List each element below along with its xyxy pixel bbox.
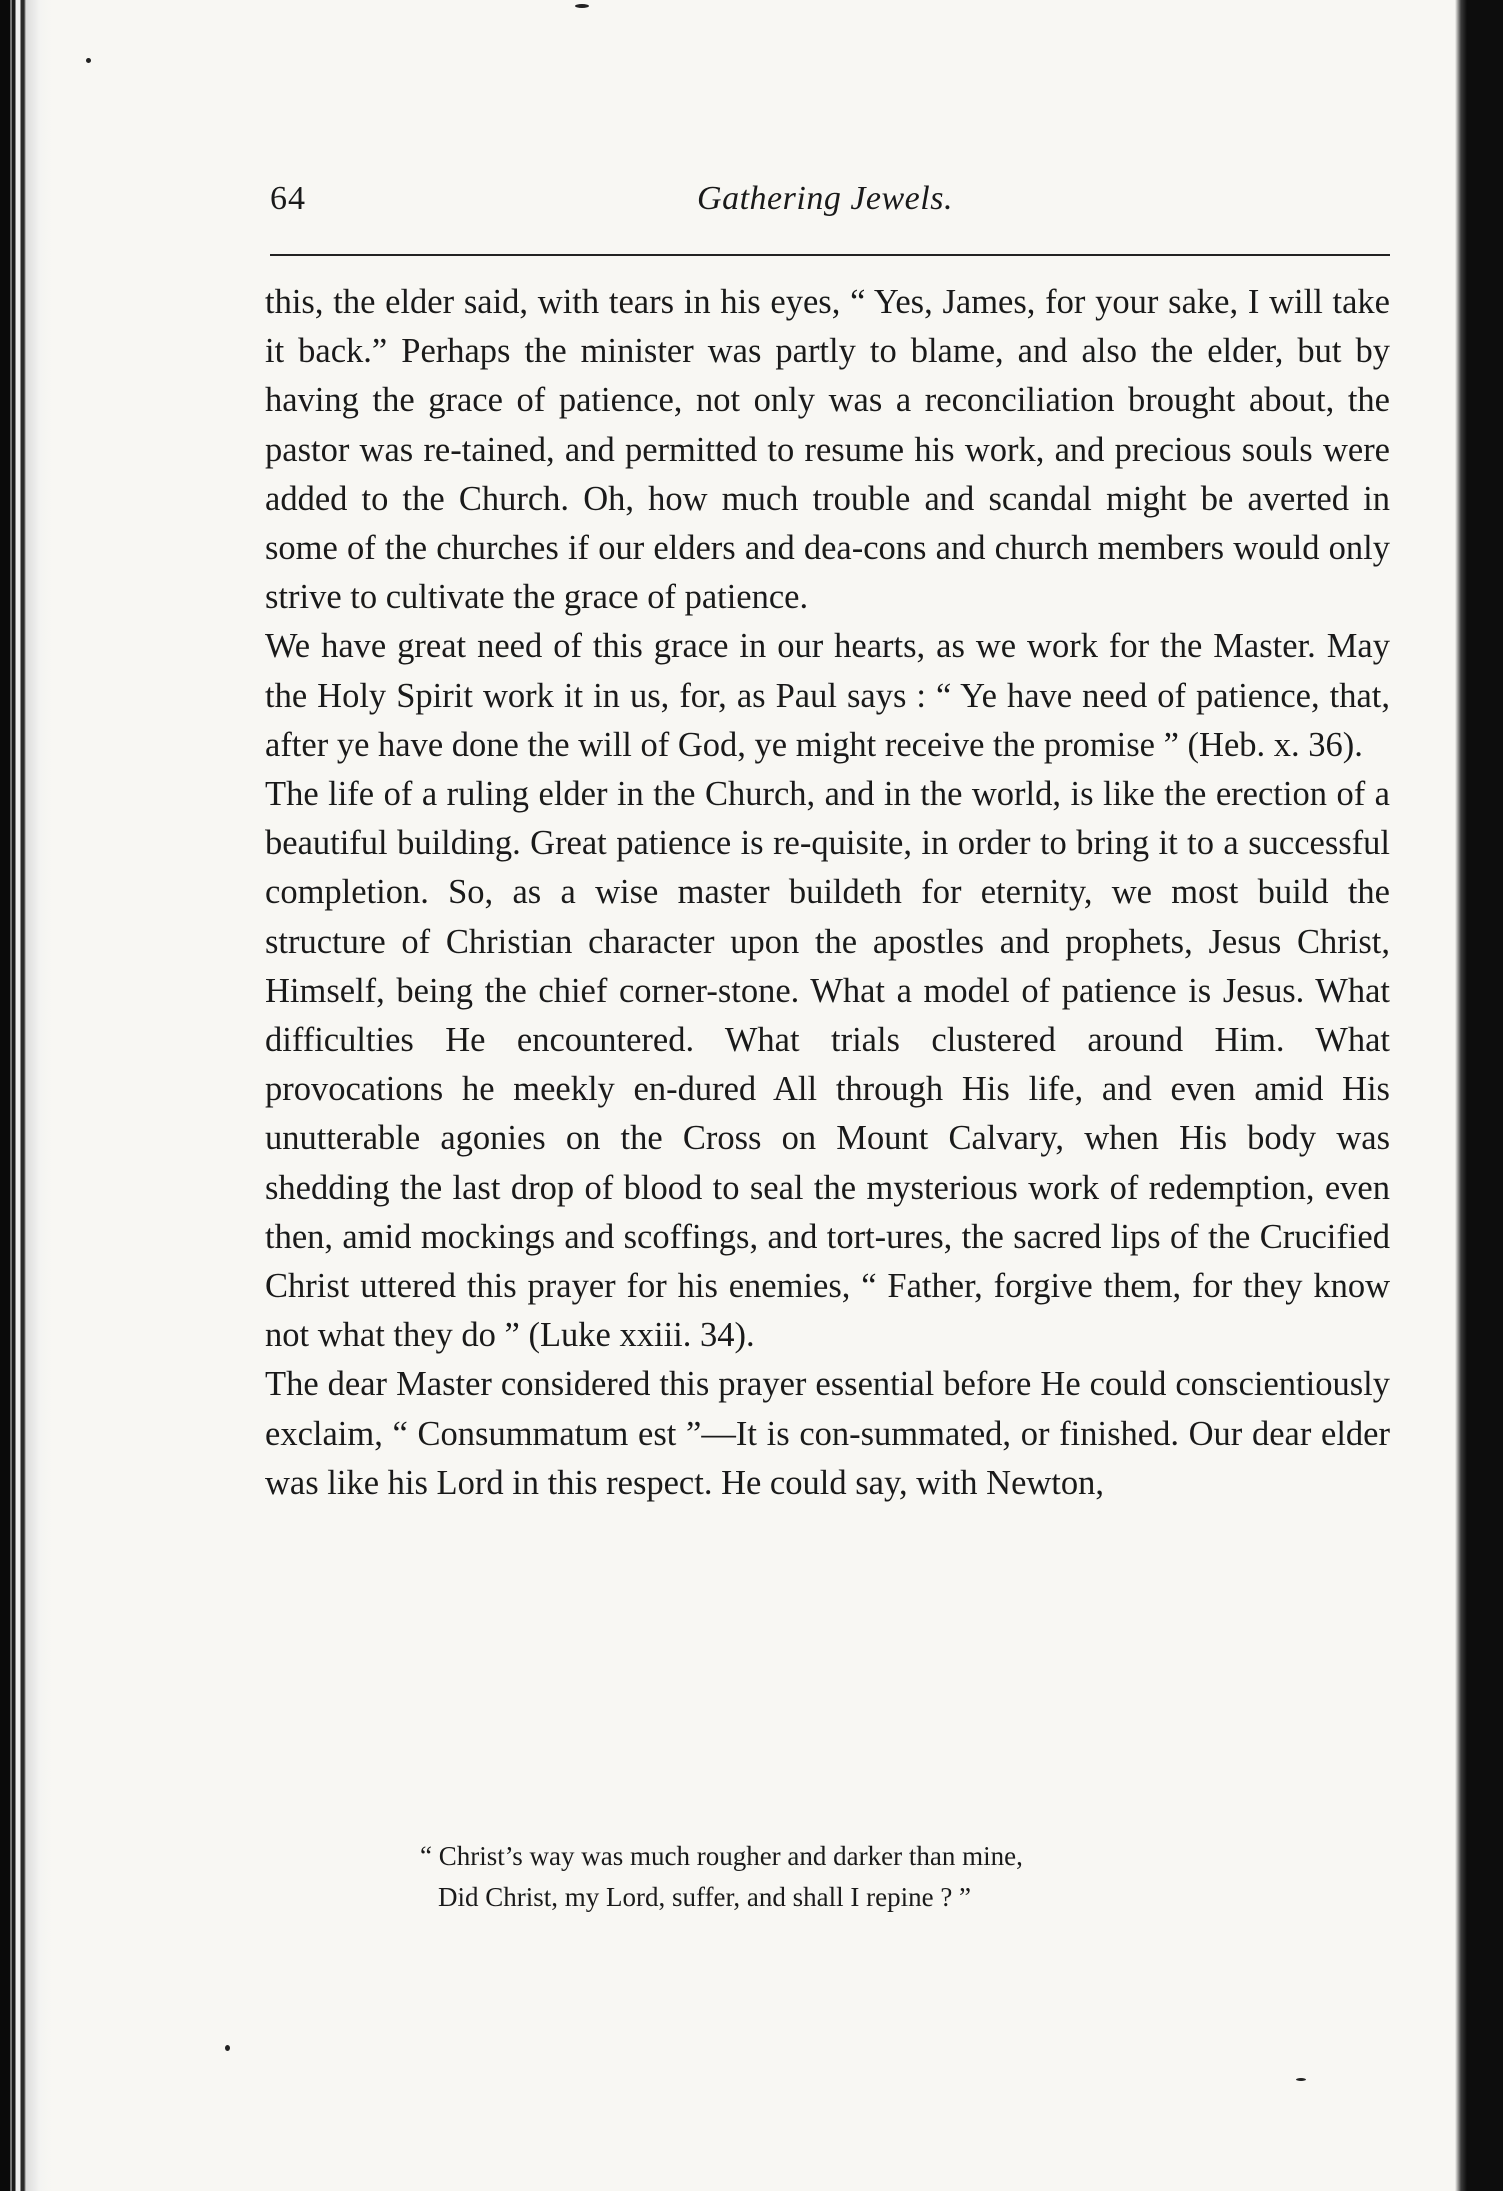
- paragraph: The life of a ruling elder in the Church, and in the world, is like the erection of a beautiful building. Great patience is re-quisite, in order to bring it to a successful completion. So, as a wise master buildeth for eternity, we most build the structure of Christian character upon the apostles and prophets, Jesus Christ, Himself, being the chief corner-stone. What a model of patience is Jesus. What difficulties He encountered. What trials clustered around Him. What provocations he meekly en-dured All through His life, and even amid His unutterable agonies on the Cross on Mount Calvary, when His body was shedding the last drop of blood to seal the mysterious work of redemption, even then, amid mockings and scoffings, and tort-ures, the sacred lips of the Crucified Christ uttered this prayer for his enemies, “ Father, forgive them, for they know not what they do ” (Luke xxiii. 34).: [265, 775, 1390, 1355]
- paragraph: this, the elder said, with tears in his eyes, “ Yes, James, for your sake, I will take it back.” Perhaps the minister was partly to blame, and also the elder, but by having the grace of patience, not only was a reconciliation brought about, the pastor was re-tained, and permitted to resume his work, and precious souls were added to the Church. Oh, how much trouble and scandal might be averted in some of the churches if our elders and dea-cons and church members would only strive to cultivate the grace of patience.: [265, 283, 1390, 617]
- binding-shadow: [1455, 0, 1503, 2191]
- scan-speck: [225, 2045, 230, 2051]
- page-number: 64: [270, 180, 306, 217]
- scan-speck: [1296, 2078, 1306, 2081]
- running-title: Gathering Jewels.: [697, 180, 953, 217]
- scan-gutter-shadow: [0, 0, 52, 2191]
- body-text: [265, 278, 1390, 1508]
- scan-right-edge: [1393, 0, 1503, 2191]
- verse-quotation: [420, 1836, 1240, 1918]
- paragraph: The dear Master considered this prayer essential before He could conscientiously exclaim, “ Consummatum est ”—It is con-summated, or finished. Our dear elder was like his Lord in this respect. He could say, with Newton,: [265, 1365, 1390, 1502]
- scan-speck: [575, 4, 589, 8]
- paragraph: We have great need of this grace in our hearts, as we work for the Master. May the Holy Spirit work it in us, for, as Paul says : “ Ye have need of patience, that, after ye have done the will of God, ye might receive the promise ” (Heb. x. 36).: [265, 627, 1390, 764]
- verse-line: “ Christ’s way was much rougher and darker than mine,: [420, 1841, 1023, 1871]
- verse-line: Did Christ, my Lord, suffer, and shall I repine ? ”: [438, 1882, 972, 1912]
- header-rule: [270, 254, 1390, 256]
- running-head: [270, 180, 1390, 230]
- scan-speck: [86, 58, 91, 63]
